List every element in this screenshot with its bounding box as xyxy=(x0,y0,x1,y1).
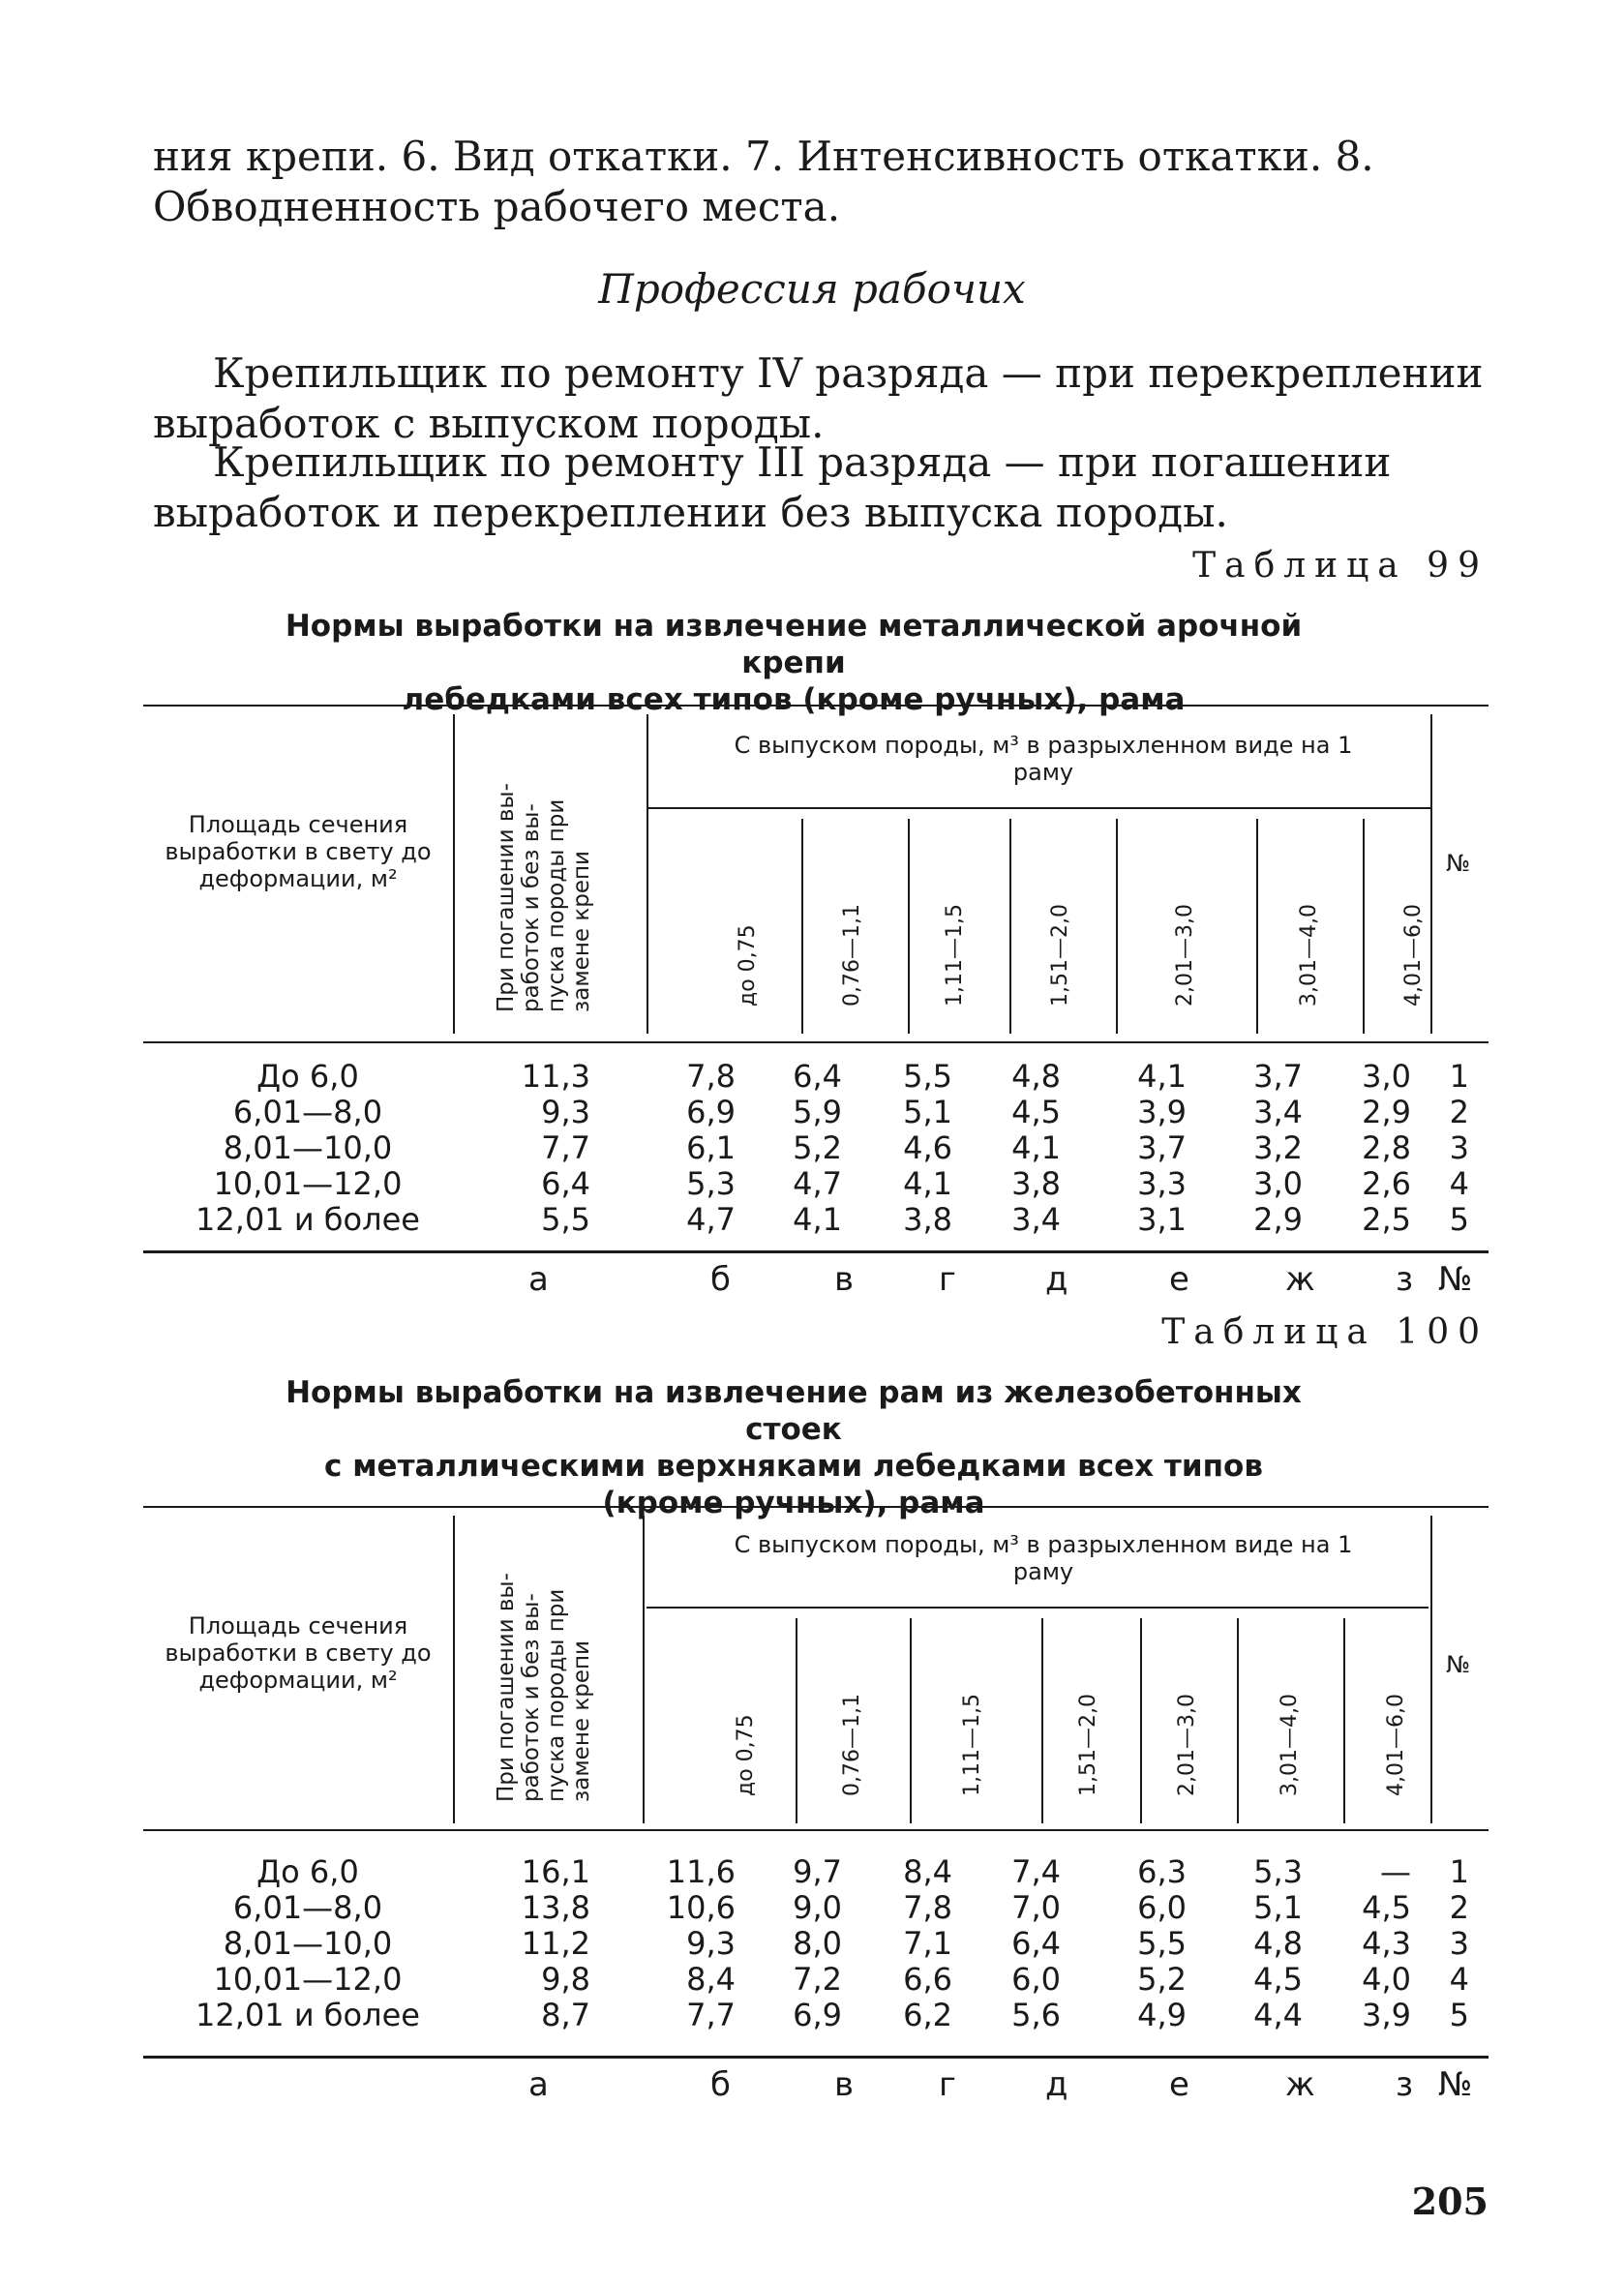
cell-row-number: 1 xyxy=(1449,1058,1469,1095)
cell-range-4: 3,8 xyxy=(1011,1165,1061,1202)
cell-range-5: 5,5 xyxy=(1137,1925,1187,1962)
table-rule xyxy=(796,1618,797,1823)
cell-range-6: 5,1 xyxy=(1253,1889,1303,1926)
cell-range-2: 7,2 xyxy=(793,1961,842,1998)
cell-row-number: 2 xyxy=(1449,1094,1469,1130)
footer-column-letter: ж xyxy=(1285,1260,1315,1299)
cell-range-1: 8,4 xyxy=(686,1961,736,1998)
cell-range-7: 4,5 xyxy=(1362,1889,1411,1926)
table-rule xyxy=(1363,819,1365,1034)
table-footer xyxy=(143,2065,1489,2114)
page-number: 205 xyxy=(1411,2180,1489,2223)
cell-range-6: 4,8 xyxy=(1253,1925,1303,1962)
range-header: 2,01—3,0 xyxy=(1175,1694,1199,1796)
cell-range-4: 6,4 xyxy=(1011,1925,1061,1962)
footer-column-letter: з xyxy=(1396,1260,1414,1299)
header-area: Площадь сечения выработки в свету до деформации, м² xyxy=(165,1612,432,1694)
cell-range-6: 3,2 xyxy=(1253,1129,1303,1166)
table-rule xyxy=(1237,1618,1239,1823)
table-99-title-line: лебедками всех типов (кроме ручных), рама xyxy=(402,682,1186,717)
header-no-supply-line: работок и без вы- xyxy=(519,803,544,1012)
footer-column-letter: № xyxy=(1438,2065,1473,2104)
footer-column-letter: д xyxy=(1045,2065,1068,2104)
table-rule xyxy=(801,819,803,1034)
cell-no-supply: 9,8 xyxy=(541,1961,590,1998)
header-no-supply-line: замене крепи xyxy=(569,1640,594,1802)
header-no-supply-line: При погашении вы- xyxy=(494,783,519,1012)
cell-row-number: 5 xyxy=(1449,1997,1469,2033)
cell-range-5: 3,3 xyxy=(1137,1165,1187,1202)
cell-row-number: 1 xyxy=(1449,1853,1469,1890)
table-rule xyxy=(1256,819,1258,1034)
footer-column-letter: з xyxy=(1396,2065,1414,2104)
table-rule xyxy=(1430,714,1432,1034)
cell-area: До 6,0 xyxy=(256,1058,359,1095)
footer-column-letter: б xyxy=(710,2065,731,2104)
section-heading: Профессия рабочих xyxy=(598,265,1026,313)
cell-range-7: 3,0 xyxy=(1362,1058,1411,1095)
table-row xyxy=(143,1926,1489,1962)
cell-range-2: 8,0 xyxy=(793,1925,842,1962)
cell-range-2: 5,2 xyxy=(793,1129,842,1166)
cell-range-5: 3,1 xyxy=(1137,1201,1187,1238)
table-rule xyxy=(908,819,910,1034)
cell-row-number: 3 xyxy=(1449,1129,1469,1166)
cell-range-4: 7,0 xyxy=(1011,1889,1061,1926)
cell-range-3: 3,8 xyxy=(903,1201,952,1238)
cell-range-1: 11,6 xyxy=(666,1853,736,1890)
table-row xyxy=(143,1166,1489,1202)
cell-area: 8,01—10,0 xyxy=(223,1925,393,1962)
table-row xyxy=(143,1890,1489,1926)
header-with-supply: С выпуском породы, м³ в разрыхленном виде на 1 раму xyxy=(734,732,1353,786)
cell-range-4: 7,4 xyxy=(1011,1853,1061,1890)
cell-row-number: 4 xyxy=(1449,1165,1469,1202)
cell-range-4: 3,4 xyxy=(1011,1201,1061,1238)
cell-range-4: 6,0 xyxy=(1011,1961,1061,1998)
table-rule xyxy=(648,807,1430,809)
cell-row-number: 2 xyxy=(1449,1889,1469,1926)
range-header: до 0,75 xyxy=(734,1714,758,1796)
cell-range-4: 4,8 xyxy=(1011,1058,1061,1095)
table-rule xyxy=(143,705,1489,707)
cell-range-2: 6,9 xyxy=(793,1997,842,2033)
table-rule xyxy=(1430,1516,1432,1823)
cell-range-6: 4,5 xyxy=(1253,1961,1303,1998)
cell-area: 6,01—8,0 xyxy=(232,1094,383,1130)
table-rule xyxy=(143,1506,1489,1508)
cell-range-7: 2,8 xyxy=(1362,1129,1411,1166)
header-row-number: № xyxy=(1446,1651,1470,1678)
cell-range-1: 9,3 xyxy=(686,1925,736,1962)
cell-no-supply: 11,3 xyxy=(521,1058,590,1095)
range-header: 1,51—2,0 xyxy=(1048,904,1072,1007)
cell-area: 12,01 и более xyxy=(195,1201,420,1238)
footer-column-letter: е xyxy=(1169,2065,1189,2104)
cell-range-4: 5,6 xyxy=(1011,1997,1061,2033)
footer-column-letter: е xyxy=(1169,1260,1189,1299)
cell-range-5: 4,1 xyxy=(1137,1058,1187,1095)
cell-range-7: — xyxy=(1380,1853,1411,1890)
cell-range-1: 7,7 xyxy=(686,1997,736,2033)
cell-no-supply: 5,5 xyxy=(541,1201,590,1238)
cell-range-5: 3,9 xyxy=(1137,1094,1187,1130)
cell-no-supply: 8,7 xyxy=(541,1997,590,2033)
cell-range-1: 6,1 xyxy=(686,1129,736,1166)
cell-range-2: 5,9 xyxy=(793,1094,842,1130)
cell-area: 6,01—8,0 xyxy=(232,1889,383,1926)
cell-area: До 6,0 xyxy=(256,1853,359,1890)
range-header: 4,01—6,0 xyxy=(1401,904,1426,1007)
table-rule xyxy=(1343,1618,1345,1823)
cell-no-supply: 16,1 xyxy=(521,1853,590,1890)
paragraph-worker-iii: Крепильщик по ремонту III разряда — при погашении выработок и перекреплении без выпуска породы. xyxy=(153,438,1392,536)
cell-range-1: 6,9 xyxy=(686,1094,736,1130)
cell-range-6: 5,3 xyxy=(1253,1853,1303,1890)
footer-column-letter: г xyxy=(939,1260,956,1299)
cell-range-2: 6,4 xyxy=(793,1058,842,1095)
footer-column-letter: № xyxy=(1438,1260,1473,1299)
table-row xyxy=(143,1962,1489,1998)
cell-range-6: 3,0 xyxy=(1253,1165,1303,1202)
table-99-label: Таблица 99 xyxy=(1192,546,1489,586)
footer-column-letter: а xyxy=(528,2065,549,2104)
cell-range-5: 4,9 xyxy=(1137,1997,1187,2033)
header-no-supply xyxy=(494,722,594,1012)
cell-range-1: 10,6 xyxy=(666,1889,736,1926)
table-rule xyxy=(143,1829,1489,1831)
cell-range-5: 3,7 xyxy=(1137,1129,1187,1166)
table-rule xyxy=(1009,819,1011,1034)
table-rule xyxy=(143,1250,1489,1253)
table-body xyxy=(143,1854,1489,2038)
cell-range-5: 5,2 xyxy=(1137,1961,1187,1998)
cell-range-7: 3,9 xyxy=(1362,1997,1411,2033)
cell-range-2: 9,7 xyxy=(793,1853,842,1890)
cell-row-number: 3 xyxy=(1449,1925,1469,1962)
range-header: 2,01—3,0 xyxy=(1173,904,1197,1007)
footer-column-letter: в xyxy=(834,1260,855,1299)
header-no-supply-line: пуска породы при xyxy=(544,1588,569,1802)
paragraph-worker-iv: Крепильщик по ремонту IV разряда — при перекреплении выработок с выпуском породы. xyxy=(153,349,1484,447)
cell-range-2: 4,1 xyxy=(793,1201,842,1238)
table-rule xyxy=(143,2056,1489,2059)
cell-range-3: 4,1 xyxy=(903,1165,952,1202)
cell-area: 10,01—12,0 xyxy=(213,1165,403,1202)
cell-range-7: 2,9 xyxy=(1362,1094,1411,1130)
range-header: 3,01—4,0 xyxy=(1278,1694,1302,1796)
cell-range-1: 4,7 xyxy=(686,1201,736,1238)
table-100-title-line: (кроме ручных), рама xyxy=(602,1486,985,1520)
cell-range-6: 2,9 xyxy=(1253,1201,1303,1238)
cell-range-3: 6,2 xyxy=(903,1997,952,2033)
header-no-supply-line: При погашении вы- xyxy=(494,1573,519,1802)
cell-range-3: 7,8 xyxy=(903,1889,952,1926)
cell-range-3: 6,6 xyxy=(903,1961,952,1998)
table-row xyxy=(143,1202,1489,1238)
cell-area: 10,01—12,0 xyxy=(213,1961,403,1998)
table-rule xyxy=(910,1618,912,1823)
table-rule xyxy=(643,1516,645,1823)
table-rule xyxy=(453,714,455,1034)
range-header: 1,51—2,0 xyxy=(1076,1694,1100,1796)
table-row xyxy=(143,1854,1489,1890)
table-100-title-line: с металлическими верхняками лебедками всех типов xyxy=(324,1449,1263,1484)
header-no-supply-line: пуска породы при xyxy=(544,798,569,1012)
cell-range-7: 2,5 xyxy=(1362,1201,1411,1238)
table-footer xyxy=(143,1260,1489,1308)
cell-range-1: 5,3 xyxy=(686,1165,736,1202)
table-99-title-line: Нормы выработки на извлечение металлической арочной крепи xyxy=(285,609,1303,680)
footer-column-letter: а xyxy=(528,1260,549,1299)
range-header: 0,76—1,1 xyxy=(840,904,864,1007)
cell-no-supply: 7,7 xyxy=(541,1129,590,1166)
header-area: Площадь сечения выработки в свету до деформации, м² xyxy=(165,811,432,892)
range-header: 4,01—6,0 xyxy=(1384,1694,1408,1796)
table-99 xyxy=(143,705,1489,1299)
table-100-title xyxy=(232,1374,1355,1521)
cell-range-5: 6,0 xyxy=(1137,1889,1187,1926)
cell-area: 8,01—10,0 xyxy=(223,1129,393,1166)
cell-range-3: 7,1 xyxy=(903,1925,952,1962)
header-row-number: № xyxy=(1446,850,1470,877)
cell-range-6: 4,4 xyxy=(1253,1997,1303,2033)
table-rule xyxy=(1116,819,1118,1034)
cell-range-7: 4,0 xyxy=(1362,1961,1411,1998)
cell-no-supply: 6,4 xyxy=(541,1165,590,1202)
cell-range-2: 9,0 xyxy=(793,1889,842,1926)
cell-range-3: 4,6 xyxy=(903,1129,952,1166)
cell-range-6: 3,7 xyxy=(1253,1058,1303,1095)
range-header: 0,76—1,1 xyxy=(840,1694,864,1796)
header-no-supply xyxy=(494,1521,594,1802)
table-100-title-line: Нормы выработки на извлечение рам из железобетонных стоек xyxy=(286,1375,1302,1447)
table-99-title xyxy=(232,608,1355,718)
footer-column-letter: б xyxy=(710,1260,731,1299)
table-rule xyxy=(143,1041,1489,1043)
range-header: до 0,75 xyxy=(736,924,760,1007)
cell-range-1: 7,8 xyxy=(686,1058,736,1095)
footer-column-letter: г xyxy=(939,2065,956,2104)
table-body xyxy=(143,1058,1489,1238)
header-no-supply-line: работок и без вы- xyxy=(519,1593,544,1802)
range-header: 1,11—1,5 xyxy=(943,904,967,1007)
header-no-supply-line: замене крепи xyxy=(569,851,594,1012)
table-row xyxy=(143,1130,1489,1166)
range-header: 1,11—1,5 xyxy=(960,1694,984,1796)
table-rule xyxy=(647,1607,1429,1609)
cell-area: 12,01 и более xyxy=(195,1997,420,2033)
range-header: 3,01—4,0 xyxy=(1297,904,1321,1007)
cell-range-7: 2,6 xyxy=(1362,1165,1411,1202)
table-row xyxy=(143,1095,1489,1130)
cell-range-3: 5,5 xyxy=(903,1058,952,1095)
table-row xyxy=(143,1059,1489,1095)
table-rule xyxy=(1140,1618,1142,1823)
footer-column-letter: в xyxy=(834,2065,855,2104)
cell-range-7: 4,3 xyxy=(1362,1925,1411,1962)
cell-row-number: 4 xyxy=(1449,1961,1469,1998)
header-with-supply: С выпуском породы, м³ в разрыхленном виде на 1 раму xyxy=(734,1531,1353,1585)
cell-no-supply: 11,2 xyxy=(521,1925,590,1962)
cell-range-3: 5,1 xyxy=(903,1094,952,1130)
cell-range-2: 4,7 xyxy=(793,1165,842,1202)
table-100 xyxy=(143,1506,1489,2104)
cell-no-supply: 9,3 xyxy=(541,1094,590,1130)
table-rule xyxy=(647,714,648,1034)
footer-column-letter: ж xyxy=(1285,2065,1315,2104)
table-rule xyxy=(453,1516,455,1823)
cell-range-3: 8,4 xyxy=(903,1853,952,1890)
table-row xyxy=(143,1998,1489,2033)
cell-range-6: 3,4 xyxy=(1253,1094,1303,1130)
cell-range-4: 4,5 xyxy=(1011,1094,1061,1130)
cell-row-number: 5 xyxy=(1449,1201,1469,1238)
footer-column-letter: д xyxy=(1045,1260,1068,1299)
cell-range-5: 6,3 xyxy=(1137,1853,1187,1890)
table-100-label: Таблица 100 xyxy=(1161,1312,1489,1352)
table-rule xyxy=(1041,1618,1043,1823)
cell-no-supply: 13,8 xyxy=(521,1889,590,1926)
cell-range-4: 4,1 xyxy=(1011,1129,1061,1166)
paragraph-continuation: ния крепи. 6. Вид откатки. 7. Интенсивность откатки. 8. Обводненность рабочего места. xyxy=(153,133,1374,230)
